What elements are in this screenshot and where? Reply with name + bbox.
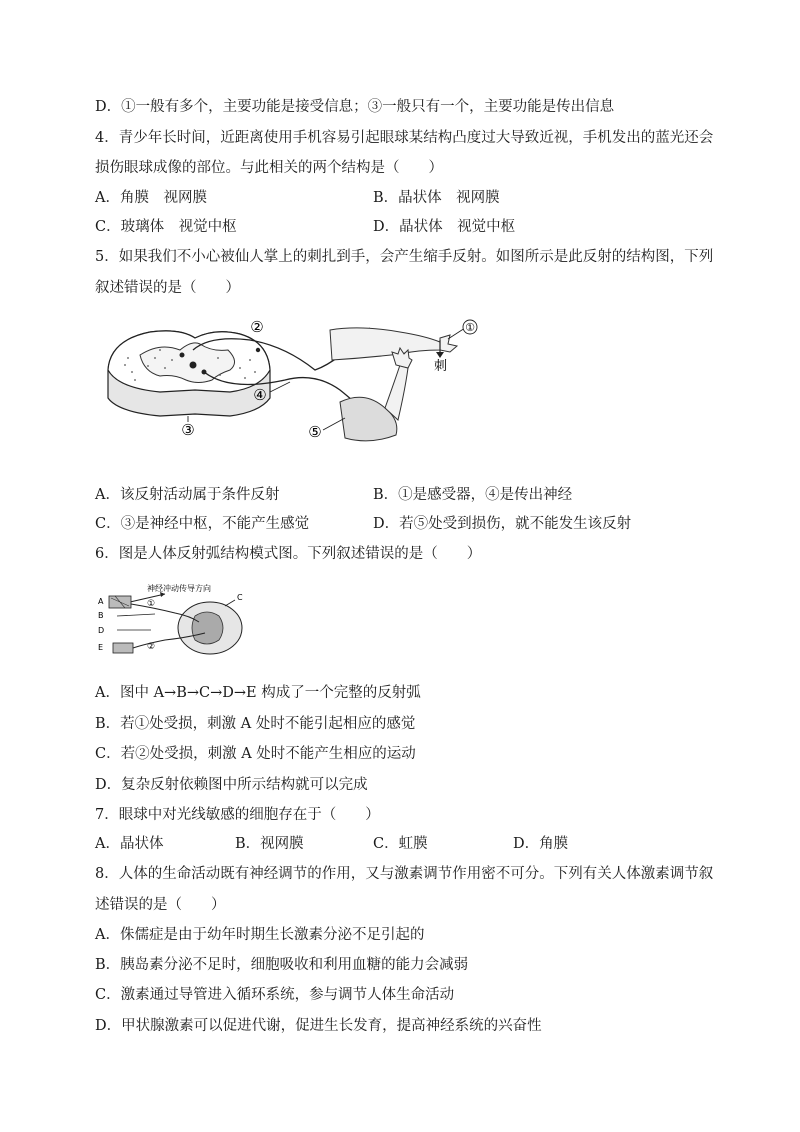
q5-option-c: C．③是神经中枢，不能产生感觉 bbox=[95, 516, 310, 532]
label-D: D bbox=[98, 626, 105, 635]
q6-option-c: C．若②处受损，刺激 A 处时不能产生相应的运动 bbox=[95, 746, 416, 762]
label-B: B bbox=[98, 611, 104, 620]
q7-stem: 7．眼球中对光线敏感的细胞存在于（ ） bbox=[95, 807, 380, 823]
label-n2: ② bbox=[147, 642, 156, 652]
q4-stem-line2: 损伤眼球成像的部位。与此相关的两个结构是（ ） bbox=[95, 160, 443, 176]
q4-option-b: B．晶状体 视网膜 bbox=[373, 190, 500, 206]
label-5: ⑤ bbox=[308, 423, 322, 441]
q5-option-d: D．若⑤处受到损伤，就不能发生该反射 bbox=[373, 516, 632, 532]
q6-option-d: D．复杂反射依赖图中所示结构就可以完成 bbox=[95, 777, 368, 793]
label-3: ③ bbox=[181, 421, 195, 439]
q7-option-c: C．虹膜 bbox=[373, 836, 428, 852]
q7-option-b: B．视网膜 bbox=[235, 836, 304, 852]
q4-option-a: A．角膜 视网膜 bbox=[95, 190, 207, 206]
reflex-arc-model-figure bbox=[95, 578, 255, 668]
label-2: ② bbox=[250, 318, 264, 336]
q4-option-c: C．玻璃体 视觉中枢 bbox=[95, 219, 237, 235]
direction-label: 神经冲动传导方向 bbox=[147, 584, 211, 593]
q7-option-d: D．角膜 bbox=[513, 836, 569, 852]
q8-option-d: D．甲状腺激素可以促进代谢，促进生长发育，提高神经系统的兴奋性 bbox=[95, 1018, 542, 1034]
q5-option-a: A．该反射活动属于条件反射 bbox=[95, 487, 280, 503]
q4-stem-line1: 4．青少年长时间，近距离使用手机容易引起眼球某结构凸度过大导致近视，手机发出的蓝光还会 bbox=[95, 130, 714, 146]
q8-stem-line1: 8．人体的生命活动既有神经调节的作用，又与激素调节作用密不可分。下列有关人体激素调节叙 bbox=[95, 866, 714, 882]
q5-stem-line2: 叙述错误的是（ ） bbox=[95, 280, 240, 296]
q7-option-a: A．晶状体 bbox=[95, 836, 164, 852]
q8-option-a: A．侏儒症是由于幼年时期生长激素分泌不足引起的 bbox=[95, 927, 425, 943]
q3-option-d: D．①一般有多个，主要功能是接受信息；③一般只有一个，主要功能是传出信息 bbox=[95, 99, 615, 115]
label-4: ④ bbox=[253, 386, 267, 404]
q8-stem-line2: 述错误的是（ ） bbox=[95, 897, 226, 913]
label-n1: ① bbox=[147, 599, 156, 609]
q6-option-a: A．图中 A→B→C→D→E 构成了一个完整的反射弧 bbox=[95, 685, 421, 701]
q8-option-c: C．激素通过导管进入循环系统，参与调节人体生命活动 bbox=[95, 987, 455, 1003]
reflex-arc-figure bbox=[100, 310, 500, 455]
q6-option-b: B．若①处受损，刺激 A 处时不能引起相应的感觉 bbox=[95, 716, 416, 732]
label-A: A bbox=[98, 597, 104, 606]
thorn-label: 刺 bbox=[434, 359, 448, 374]
q8-option-b: B．胰岛素分泌不足时，细胞吸收和利用血糖的能力会减弱 bbox=[95, 957, 469, 973]
label-1: ① bbox=[465, 321, 475, 334]
spinal-cord-section bbox=[108, 331, 270, 416]
q5-stem-line1: 5．如果我们不小心被仙人掌上的刺扎到手，会产生缩手反射。如图所示是此反射的结构图，下列 bbox=[95, 249, 714, 265]
q6-stem: 6．图是人体反射弧结构模式图。下列叙述错误的是（ ） bbox=[95, 546, 482, 562]
q4-option-d: D．晶状体 视觉中枢 bbox=[373, 219, 516, 235]
q5-option-b: B．①是感受器，④是传出神经 bbox=[373, 487, 573, 503]
label-E: E bbox=[98, 643, 104, 652]
label-C: C bbox=[237, 593, 243, 602]
